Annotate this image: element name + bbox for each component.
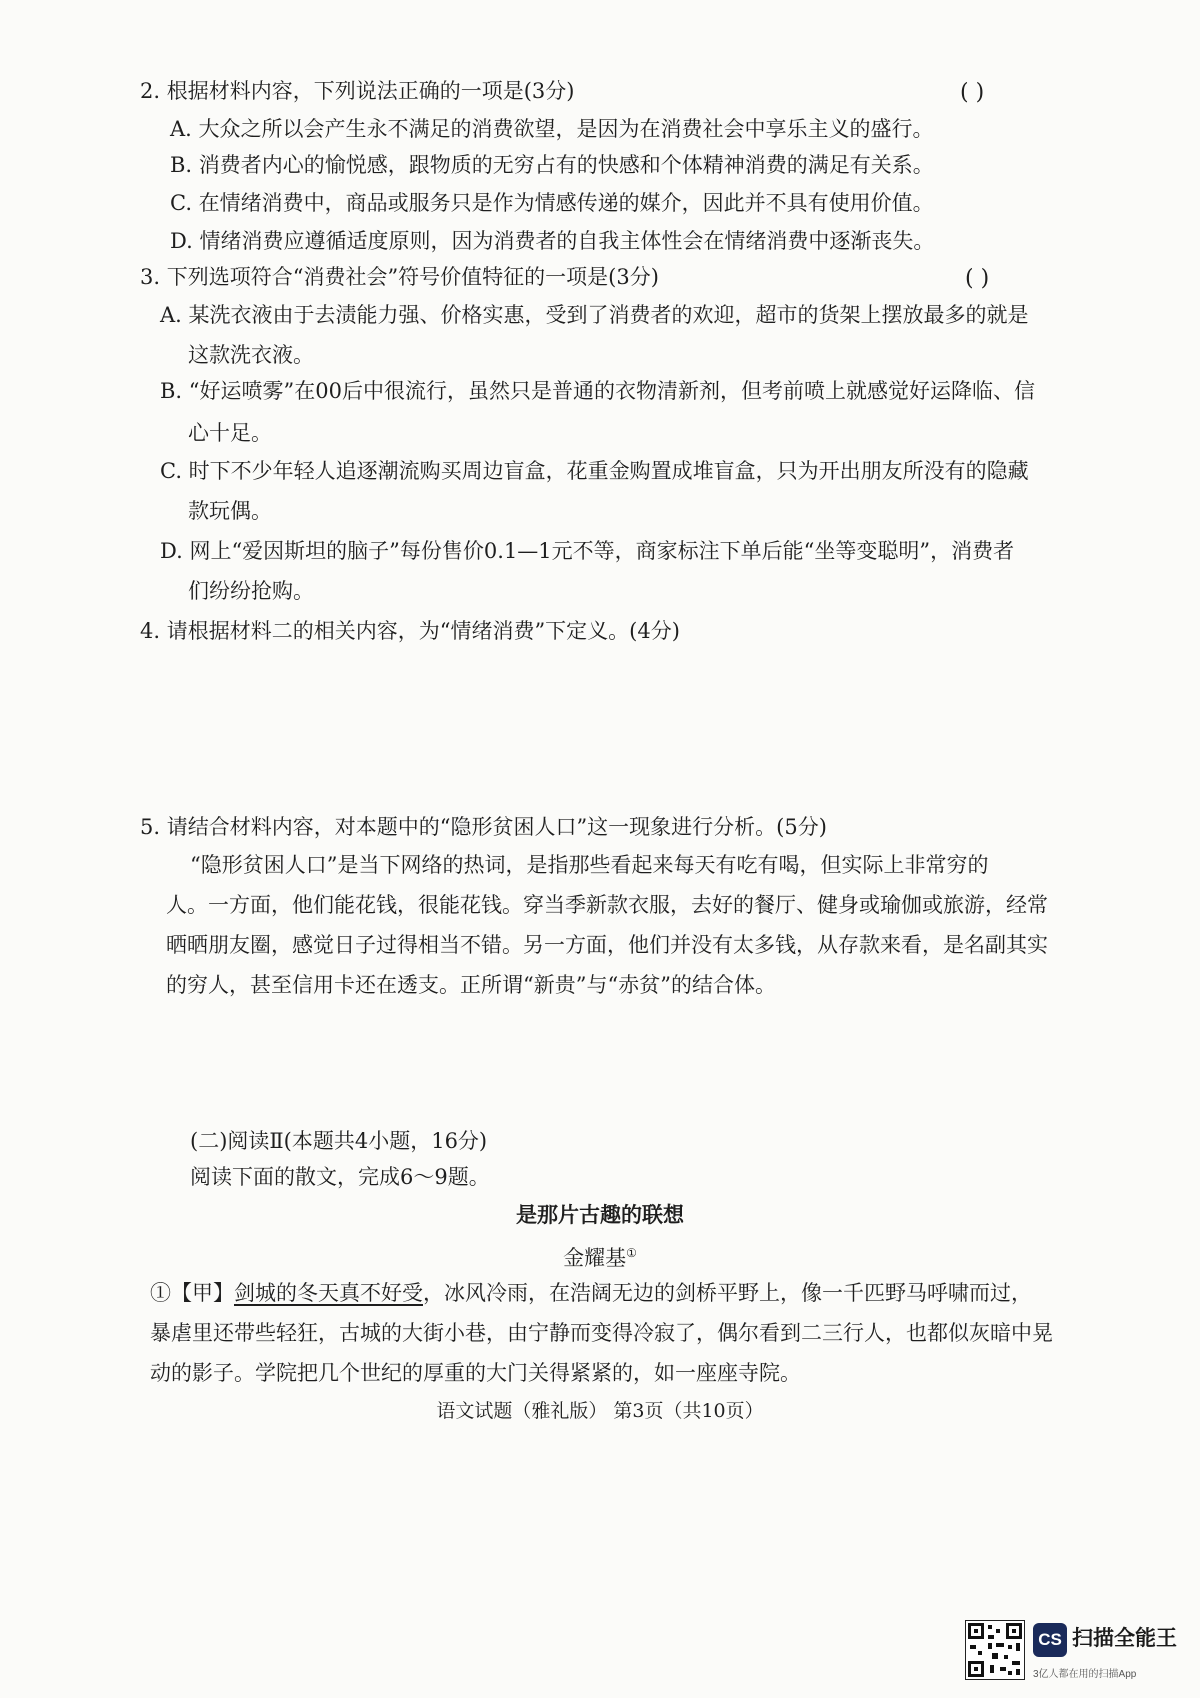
q3-stem: 3. 下列选项符合“消费社会”符号价值特征的一项是(3分) <box>140 265 659 289</box>
q3-option-d-line2: 们纷纷抢购。 <box>188 579 314 603</box>
essay-underlined-phrase: 剑城的冬天真不好受 <box>234 1281 423 1305</box>
essay-paragraph-line2: 暴虐里还带些轻狂，古城的大街小巷，由宁静而变得冷寂了，偶尔看到二三行人，也都似灰暗中晃 <box>150 1321 1053 1345</box>
camscanner-brand: 扫描全能王 <box>1072 1627 1177 1650</box>
q3-answer-paren: ( ) <box>965 266 990 291</box>
q5-passage-line4: 的穷人，甚至信用卡还在透支。正所谓“新贵”与“赤贫”的结合体。 <box>166 973 776 997</box>
q2-option-d: D. 情绪消费应遵循适度原则，因为消费者的自我主体性会在情绪消费中逐渐丧失。 <box>170 229 935 253</box>
q3-option-b-line2: 心十足。 <box>188 421 272 445</box>
q3-option-a-line1: A. 某洗衣液由于去渍能力强、价格实惠，受到了消费者的欢迎，超市的货架上摆放最多的就是 <box>160 303 1029 327</box>
section2-heading: (二)阅读Ⅱ(本题共4小题，16分) <box>190 1129 488 1153</box>
q5-passage-line1: “隐形贫困人口”是当下网络的热词，是指那些看起来每天有吃有喝，但实际上非常穷的 <box>190 853 989 877</box>
q3-option-c-line1: C. 时下不少年轻人追逐潮流购买周边盲盒，花重金购置成堆盲盒，只为开出朋友所没有的隐藏 <box>160 459 1029 483</box>
essay-paragraph-line1 <box>150 1278 1032 1308</box>
q2-option-c: C. 在情绪消费中，商品或服务只是作为情感传递的媒介，因此并不具有使用价值。 <box>170 191 934 215</box>
essay-paragraph-line3: 动的影子。学院把几个世纪的厚重的大门关得紧紧的，如一座座寺院。 <box>150 1361 801 1385</box>
essay-author <box>0 1238 1200 1273</box>
q3-option-c-line2: 款玩偶。 <box>188 499 272 523</box>
q5-passage-line2: 人。一方面，他们能花钱，很能花钱。穿当季新款衣服，去好的餐厅、健身或瑜伽或旅游，经常 <box>166 893 1048 917</box>
q5-passage-line3: 晒晒朋友圈，感觉日子过得相当不错。另一方面，他们并没有太多钱，从存款来看，是名副其实 <box>166 933 1048 957</box>
essay-title: 是那片古趣的联想 <box>516 1202 684 1227</box>
q2-stem: 2. 根据材料内容，下列说法正确的一项是(3分) <box>140 79 575 103</box>
q4-stem: 4. 请根据材料二的相关内容，为“情绪消费”下定义。(4分) <box>140 619 680 643</box>
essay-paragraph-mark: 【甲】 <box>171 1281 234 1305</box>
essay-paragraph-number: ① <box>150 1281 171 1305</box>
q2-option-a: A. 大众之所以会产生永不满足的消费欲望，是因为在消费社会中享乐主义的盛行。 <box>170 117 934 141</box>
q2-option-b: B. 消费者内心的愉悦感，跟物质的无穷占有的快感和个体精神消费的满足有关系。 <box>170 153 934 177</box>
essay-author-footnote-marker: ① <box>626 1246 637 1260</box>
q5-stem: 5. 请结合材料内容，对本题中的“隐形贫困人口”这一现象进行分析。(5分) <box>140 815 827 839</box>
qr-code-icon <box>965 1620 1025 1680</box>
section2-instruction: 阅读下面的散文，完成6～9题。 <box>190 1165 490 1189</box>
camscanner-tagline: 3亿人都在用的扫描App <box>1033 1669 1137 1680</box>
essay-paragraph-line1-rest: ，冰风冷雨，在浩阔无边的剑桥平野上，像一千匹野马呼啸而过， <box>423 1281 1032 1305</box>
q3-option-b-line1: B. “好运喷雾”在00后中很流行，虽然只是普通的衣物清新剂，但考前喷上就感觉好运降临、信 <box>160 379 1035 403</box>
q2-answer-paren: ( ) <box>960 80 985 105</box>
q3-option-a-line2: 这款洗衣液。 <box>188 343 314 367</box>
essay-author-name: 金耀基 <box>563 1246 627 1270</box>
camscanner-logo: CS <box>1033 1623 1067 1657</box>
q3-option-d-line1: D. 网上“爱因斯坦的脑子”每份售价0.1—1元不等，商家标注下单后能“坐等变聪明”，消费者 <box>160 539 1015 563</box>
page-footer: 语文试题（雅礼版） 第3页（共10页） <box>436 1400 764 1422</box>
